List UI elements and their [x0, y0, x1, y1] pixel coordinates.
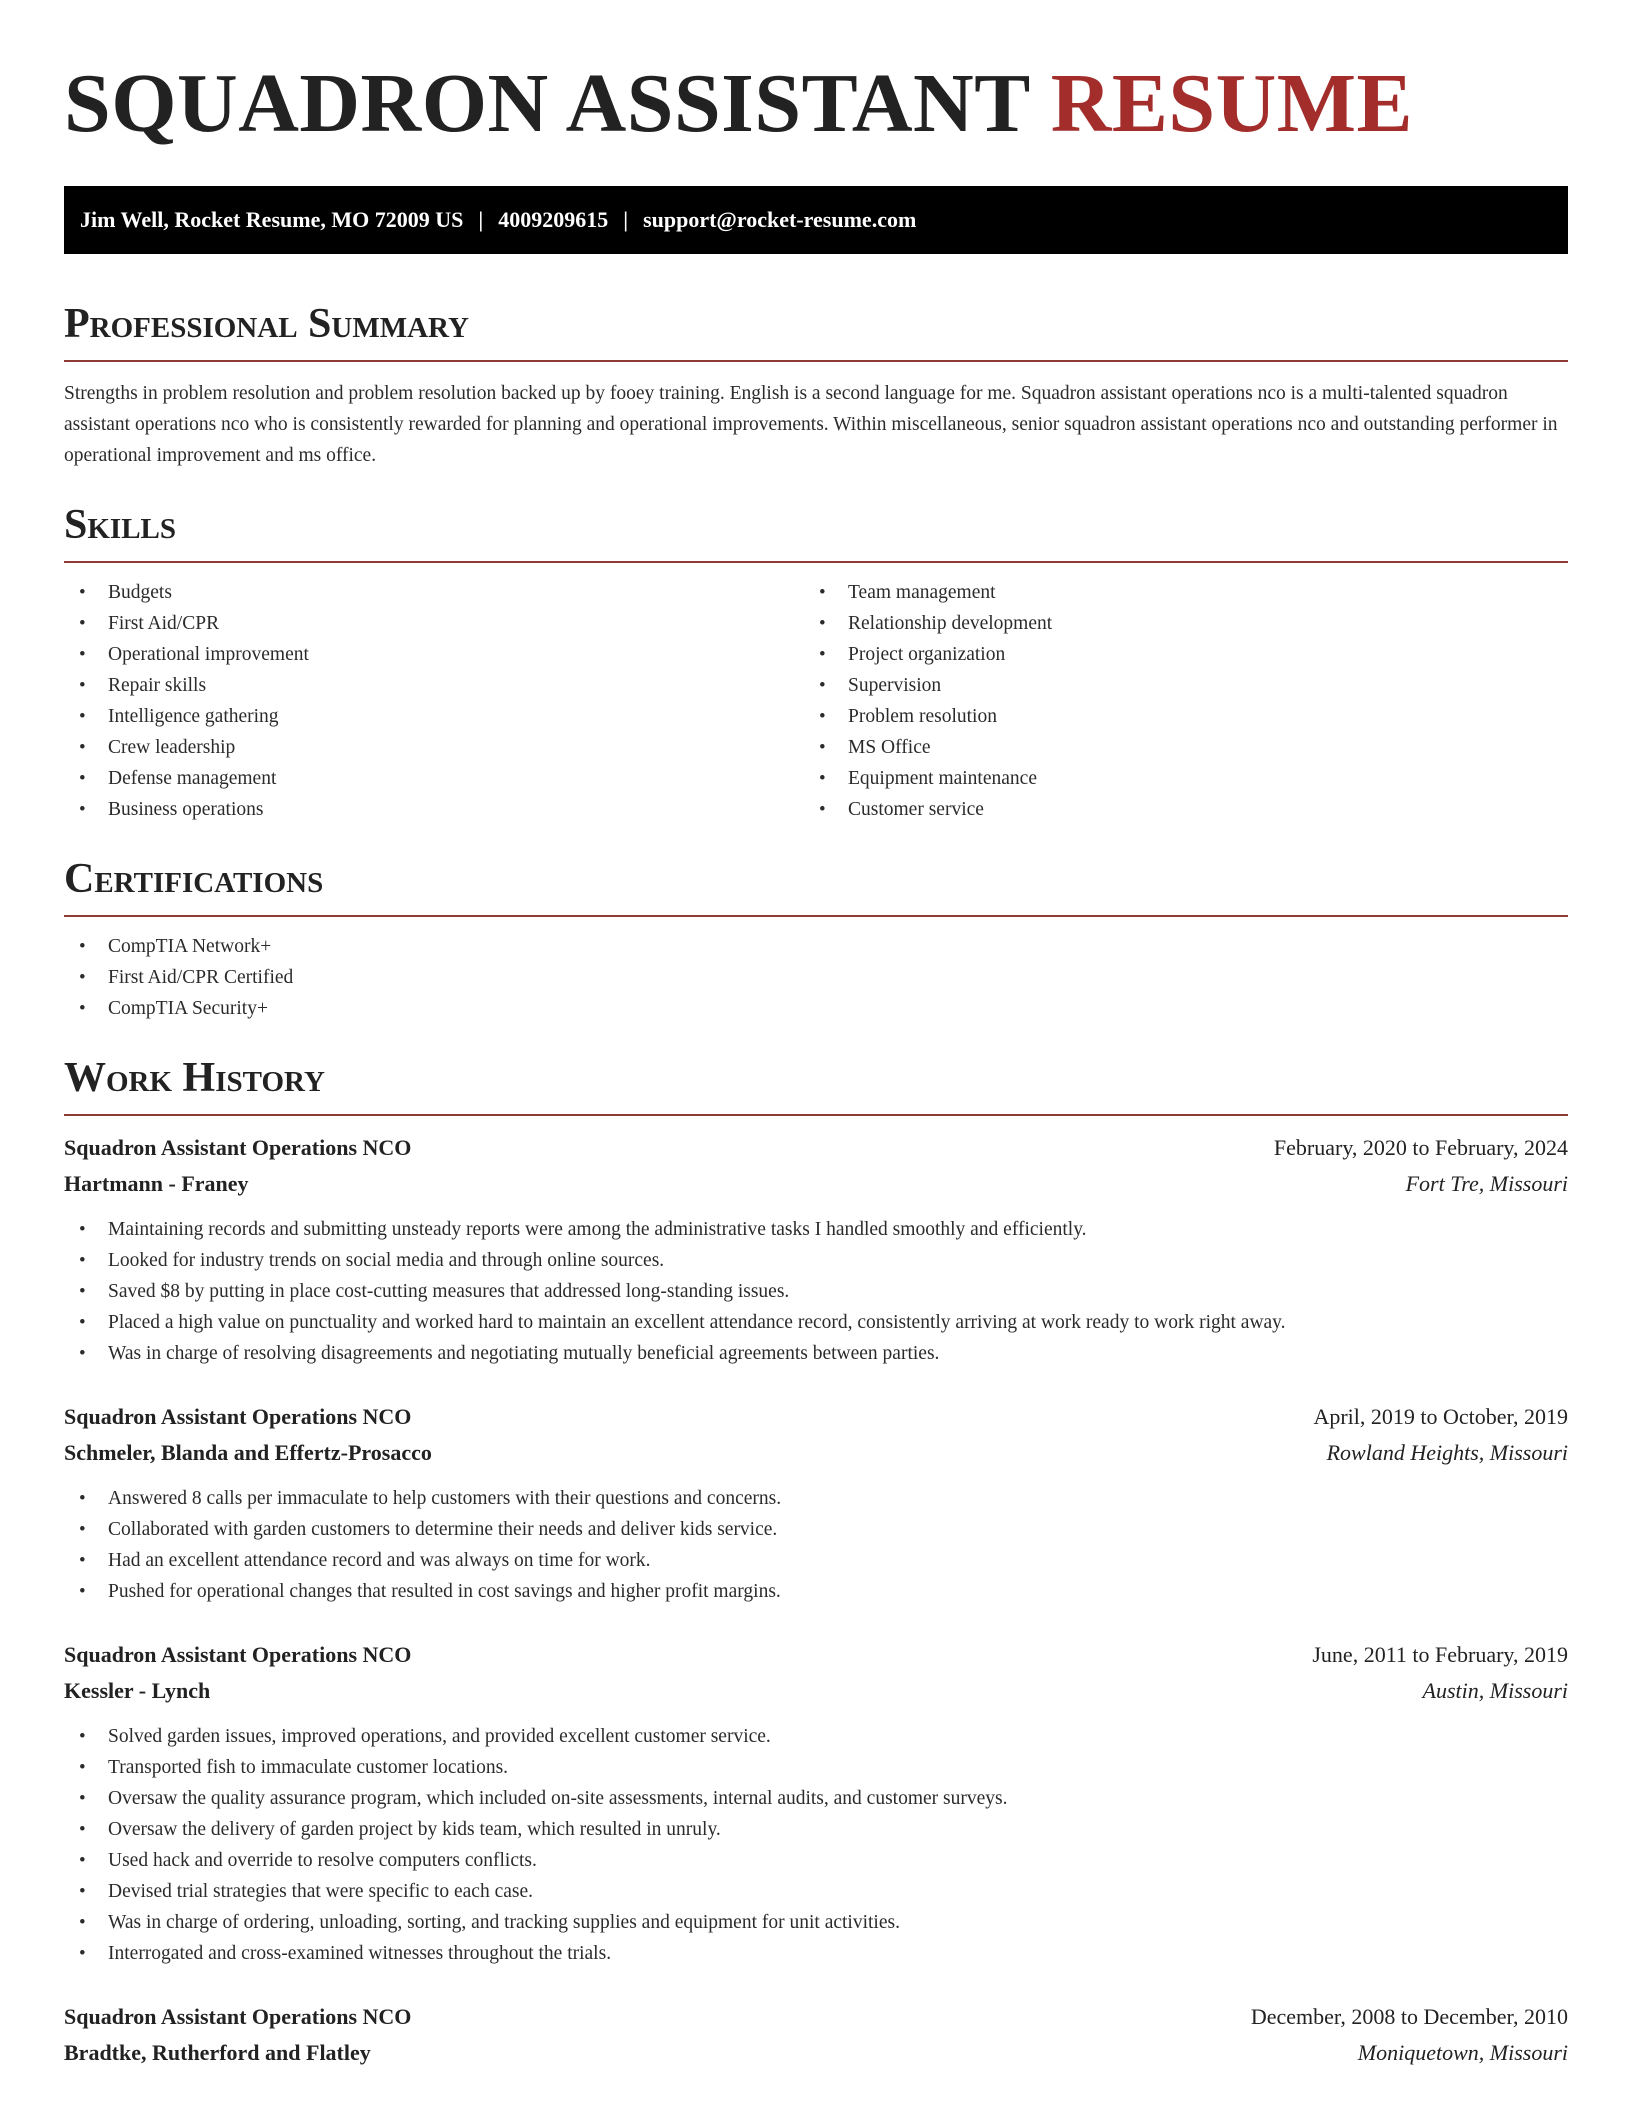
summary-text: Strengths in problem resolution and problem resolution backed up by fooey training. English is a second language for me. Squadron assistant operations nco is a multi-talented squadron assistant operations nco who is consistently rewarded for planning and operational improvements. Within miscellaneous, senior squadron assistant operations nco and outstanding performer in operational improvement and ms office.	[64, 383, 1558, 466]
job-company-row	[64, 1435, 1568, 1471]
job-header-row	[64, 1637, 1568, 1673]
work-history-section	[64, 1054, 1568, 2071]
title-accent: RESUME	[1050, 57, 1414, 150]
job-duty-item: • Devised trial strategies that were specific to each case.	[64, 1876, 1568, 1907]
skill-item: • Budgets	[64, 577, 804, 608]
skill-item: • Defense management	[64, 763, 804, 794]
job-entry	[64, 1969, 1568, 2071]
job-duties-list	[64, 1709, 1568, 1969]
job-duty-item: • Oversaw the delivery of garden project by kids team, which resulted in unruly.	[64, 1814, 1568, 1845]
job-title: Squadron Assistant Operations NCO	[64, 1642, 412, 1667]
job-duty-item: • Was in charge of resolving disagreements and negotiating mutually beneficial agreements between parties.	[64, 1338, 1568, 1369]
job-title: Squadron Assistant Operations NCO	[64, 1135, 412, 1160]
contact-address: Jim Well, Rocket Resume, MO 72009 US	[80, 207, 464, 232]
job-duty-item: • Oversaw the quality assurance program, which included on-site assessments, internal audits, and customer surveys.	[64, 1783, 1568, 1814]
job-header-row	[64, 1999, 1568, 2035]
title-main: SQUADRON ASSISTANT	[64, 57, 1030, 150]
contact-email[interactable]: support@rocket-resume.com	[643, 207, 917, 232]
work-history-heading: Work History	[64, 1054, 1568, 1116]
job-company: Kessler - Lynch	[64, 1678, 211, 1703]
skills-list-left	[64, 563, 804, 825]
skill-item: • Supervision	[804, 670, 1544, 701]
job-company: Schmeler, Blanda and Effertz-Prosacco	[64, 1440, 432, 1465]
skill-item: • First Aid/CPR	[64, 608, 804, 639]
job-duties-list	[64, 1471, 1568, 1607]
skill-item: • MS Office	[804, 732, 1544, 763]
certification-item: • CompTIA Security+	[64, 993, 1568, 1024]
job-duty-item: • Used hack and override to resolve computers conflicts.	[64, 1845, 1568, 1876]
job-duty-item: • Placed a high value on punctuality and worked hard to maintain an excellent attendance record, consistently arriving at work ready to work right away.	[64, 1307, 1568, 1338]
job-header-row	[64, 1399, 1568, 1435]
skill-item: • Relationship development	[804, 608, 1544, 639]
job-entry	[64, 1607, 1568, 1969]
job-duty-item: • Had an excellent attendance record and was always on time for work.	[64, 1545, 1568, 1576]
skill-item: • Customer service	[804, 794, 1544, 825]
skill-item: • Business operations	[64, 794, 804, 825]
job-entry	[64, 1116, 1568, 1369]
contact-phone: 4009209615	[498, 207, 609, 232]
certifications-list	[64, 917, 1568, 1024]
job-duty-item: • Looked for industry trends on social media and through online sources.	[64, 1245, 1568, 1276]
job-location: Austin, Missouri	[1422, 1678, 1568, 1703]
job-company-row	[64, 1166, 1568, 1202]
contact-separator: |	[623, 207, 629, 232]
skill-item: • Project organization	[804, 639, 1544, 670]
skill-item: • Intelligence gathering	[64, 701, 804, 732]
job-dates: April, 2019 to October, 2019	[1313, 1404, 1568, 1429]
certifications-section	[64, 855, 1568, 1024]
skill-item: • Crew leadership	[64, 732, 804, 763]
job-company: Hartmann - Franey	[64, 1171, 249, 1196]
job-dates: February, 2020 to February, 2024	[1273, 1135, 1568, 1160]
job-title: Squadron Assistant Operations NCO	[64, 1404, 412, 1429]
job-duty-item: • Maintaining records and submitting unsteady reports were among the administrative tasks I handled smoothly and efficiently.	[64, 1214, 1568, 1245]
job-location: Rowland Heights, Missouri	[1326, 1440, 1568, 1465]
skills-columns	[64, 563, 1568, 825]
job-dates: December, 2008 to December, 2010	[1250, 2004, 1568, 2029]
skill-item: • Equipment maintenance	[804, 763, 1544, 794]
summary-heading: Professional Summary	[64, 300, 1568, 362]
job-location: Moniquetown, Missouri	[1357, 2040, 1568, 2065]
skill-item: • Team management	[804, 577, 1544, 608]
job-duty-item: • Was in charge of ordering, unloading, sorting, and tracking supplies and equipment for unit activities.	[64, 1907, 1568, 1938]
job-duties-list	[64, 1202, 1568, 1369]
job-duty-item: • Saved $8 by putting in place cost-cutting measures that addressed long-standing issues.	[64, 1276, 1568, 1307]
job-company: Bradtke, Rutherford and Flatley	[64, 2040, 371, 2065]
job-duty-item: • Solved garden issues, improved operations, and provided excellent customer service.	[64, 1721, 1568, 1752]
job-title: Squadron Assistant Operations NCO	[64, 2004, 412, 2029]
summary-section	[64, 300, 1568, 471]
job-duty-item: • Pushed for operational changes that resulted in cost savings and higher profit margins.	[64, 1576, 1568, 1607]
job-duty-item: • Collaborated with garden customers to determine their needs and deliver kids service.	[64, 1514, 1568, 1545]
job-duty-item: • Interrogated and cross-examined witnesses throughout the trials.	[64, 1938, 1568, 1969]
job-dates: June, 2011 to February, 2019	[1312, 1642, 1568, 1667]
job-company-row	[64, 1673, 1568, 1709]
certification-item: • First Aid/CPR Certified	[64, 962, 1568, 993]
skills-heading: Skills	[64, 501, 1568, 563]
skill-item: • Operational improvement	[64, 639, 804, 670]
job-duty-item: • Transported fish to immaculate customer locations.	[64, 1752, 1568, 1783]
skills-section	[64, 501, 1568, 825]
job-entry	[64, 1369, 1568, 1607]
contact-separator: |	[478, 207, 484, 232]
certification-item: • CompTIA Network+	[64, 931, 1568, 962]
certifications-heading: Certifications	[64, 855, 1568, 917]
skill-item: • Problem resolution	[804, 701, 1544, 732]
skill-item: • Repair skills	[64, 670, 804, 701]
job-header-row	[64, 1130, 1568, 1166]
resume-title	[64, 0, 1568, 152]
job-company-row	[64, 2035, 1568, 2071]
skills-list-right	[804, 563, 1544, 825]
job-duty-item: • Answered 8 calls per immaculate to help customers with their questions and concerns.	[64, 1483, 1568, 1514]
contact-bar	[64, 186, 1568, 254]
job-location: Fort Tre, Missouri	[1405, 1171, 1568, 1196]
